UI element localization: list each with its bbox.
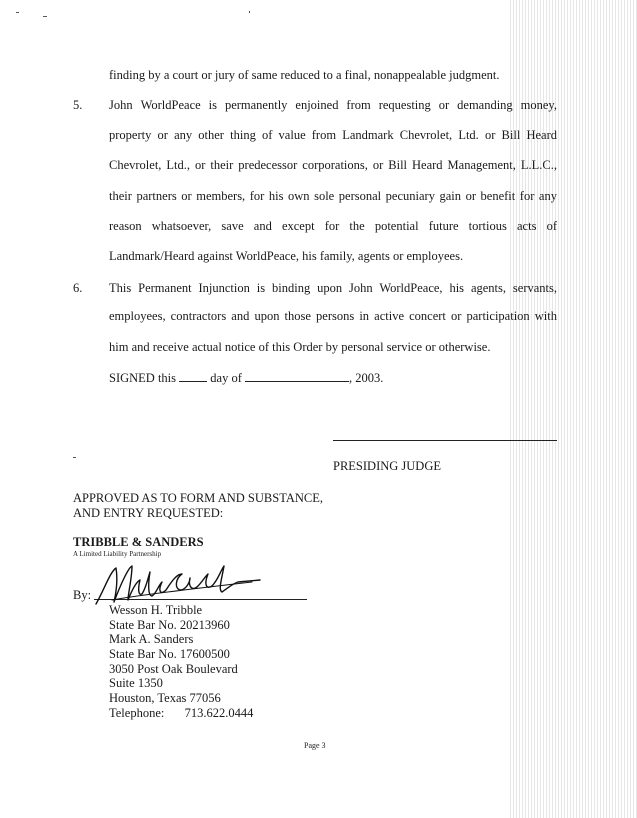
month-blank — [245, 370, 349, 382]
signer-line: State Bar No. 20213960 — [109, 618, 230, 632]
scan-speck — [73, 457, 76, 458]
paragraph-line: This Permanent Injunction is binding upon John WorldPeace, his agents, servants, — [109, 281, 557, 295]
paragraph-line: him and receive actual notice of this Order by personal service or otherwise. — [109, 340, 491, 354]
day-blank — [179, 370, 207, 382]
paragraph-line: Chevrolet, Ltd., or their predecessor corporations, or Bill Heard Management, L.L.C., — [109, 158, 557, 172]
scan-margin-artifact — [508, 0, 637, 818]
scan-speck — [43, 16, 47, 17]
judge-label: PRESIDING JUDGE — [333, 459, 441, 473]
item-number: 5. — [73, 98, 83, 112]
signed-line — [109, 370, 383, 385]
scan-speck — [16, 12, 19, 13]
telephone-label: Telephone: — [109, 706, 165, 720]
paragraph-line: Landmark/Heard against WorldPeace, his family, agents or employees. — [109, 249, 464, 263]
approved-line: AND ENTRY REQUESTED: — [73, 506, 224, 520]
paragraph-line: John WorldPeace is permanently enjoined from requesting or demanding money, — [109, 98, 557, 112]
signer-line: Suite 1350 — [109, 676, 163, 690]
scan-speck — [249, 11, 250, 13]
item-number: 6. — [73, 281, 83, 295]
page-number: Page 3 — [304, 741, 326, 750]
signer-line: 3050 Post Oak Boulevard — [109, 662, 238, 676]
paragraph-line: employees, contractors and upon those persons in active concert or participation with — [109, 309, 557, 323]
signer-line: Mark A. Sanders — [109, 632, 194, 646]
signer-line: Wesson H. Tribble — [109, 603, 203, 617]
signed-prefix: SIGNED this — [109, 371, 177, 385]
signed-middle: day of — [210, 371, 242, 385]
continuation-line: finding by a court or jury of same reduced to a final, nonappealable judgment. — [109, 68, 500, 82]
firm-name: TRIBBLE & SANDERS — [73, 535, 204, 549]
judge-signature-line — [333, 440, 557, 441]
paragraph-line: reason whatsoever, save and except for the potential future tortious acts of — [109, 219, 557, 233]
paragraph-line: property or any other thing of value from Landmark Chevrolet, Ltd. or Bill Heard — [109, 128, 557, 142]
by-label: By: — [73, 588, 92, 602]
telephone-line — [109, 706, 253, 720]
signed-suffix: , 2003. — [349, 371, 384, 385]
paragraph-line: their partners or members, for his own sole personal pecuniary gain or benefit for any — [109, 189, 557, 203]
firm-subtitle: A Limited Liability Partnership — [73, 550, 162, 558]
signer-line: State Bar No. 17600500 — [109, 647, 230, 661]
approved-line: APPROVED AS TO FORM AND SUBSTANCE, — [73, 491, 323, 505]
signer-line: Houston, Texas 77056 — [109, 691, 221, 705]
telephone-value: 713.622.0444 — [184, 706, 254, 720]
